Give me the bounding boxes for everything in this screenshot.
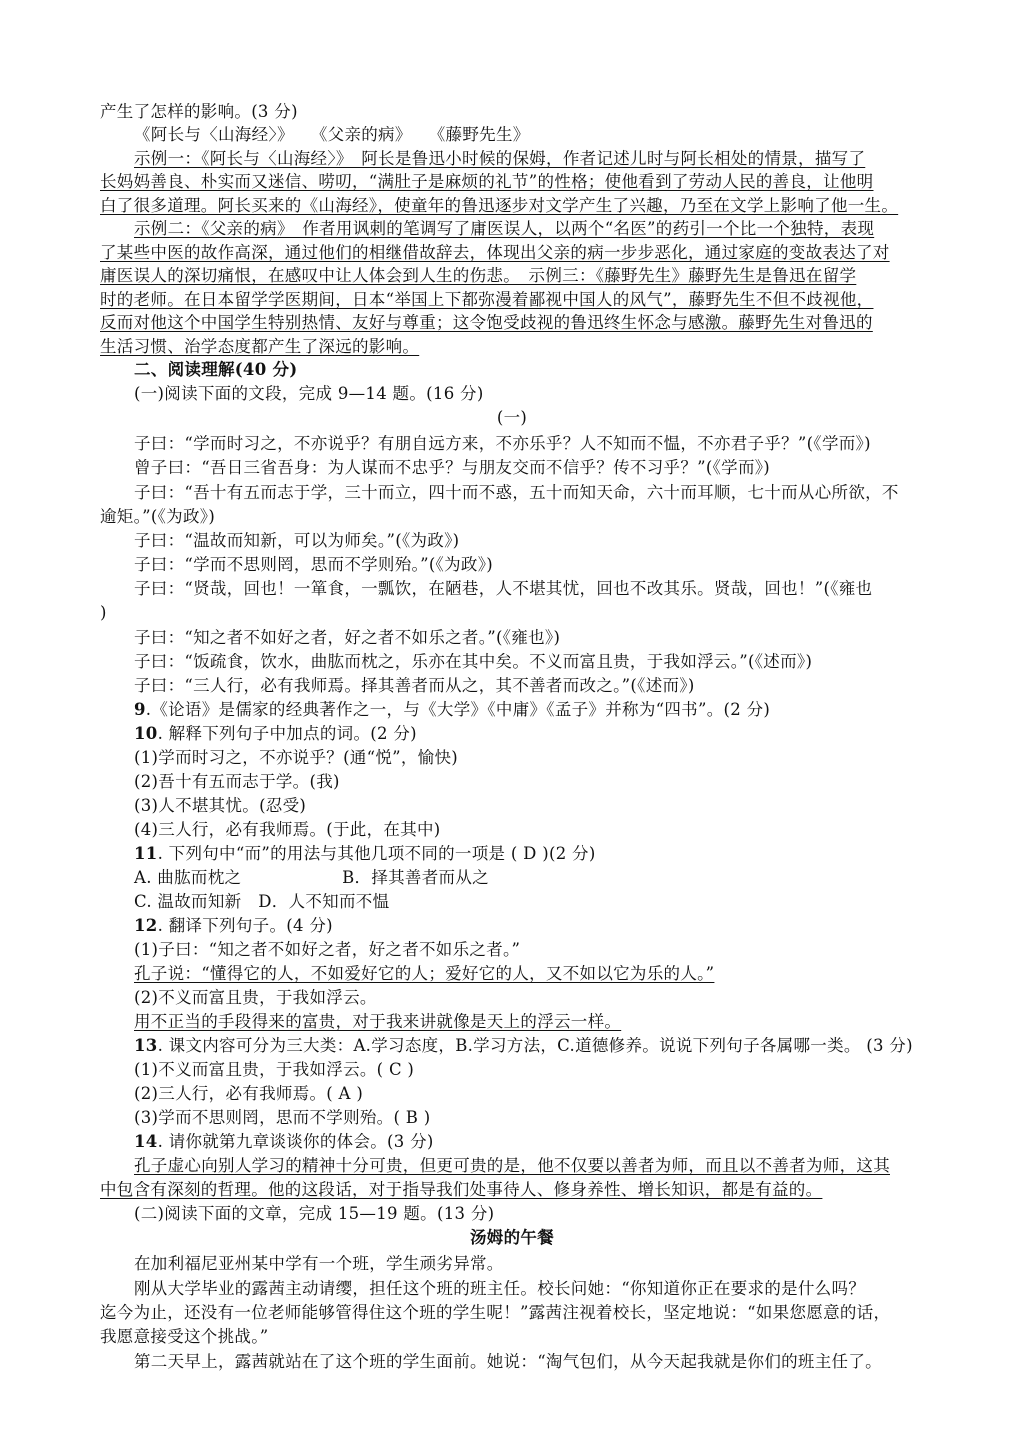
example1-line1: 示例一：《阿长与〈山海经〉》 阿长是鲁迅小时候的保姆，作者记述儿时与阿长相处的情景，描写了 bbox=[134, 149, 866, 168]
question-text: . 课文内容可分为三大类：A.学习态度，B.学习方法，C.道德修养。说说下列句子各属哪一类。 (3 分) bbox=[157, 1036, 913, 1055]
question-13 bbox=[134, 1034, 964, 1058]
quote-3-line2: 逾矩。”(《为政》) bbox=[100, 507, 216, 526]
question-14 bbox=[134, 1130, 964, 1154]
question-9 bbox=[134, 698, 964, 722]
q12-item-1: (1)子曰：“知之者不如好之者，好之者不如乐之者。” bbox=[134, 940, 521, 959]
example1-line3: 白了很多道理。阿长买来的《山海经》，使童年的鲁迅逐步对文学产生了兴趣，乃至在文学上影响了他一生。 bbox=[100, 196, 899, 215]
answer-intro: 产生了怎样的影响。(3 分) bbox=[100, 102, 298, 121]
q13-item-1: (1)不义而富且贵，于我如浮云。( C ) bbox=[134, 1060, 415, 1079]
q12-item-2: (2)不义而富且贵，于我如浮云。 bbox=[134, 988, 377, 1007]
example2-line2: 了某些中医的故作高深，通过他们的相继借故辞去，体现出父亲的病一步步恶化，通过家庭的变故表达了对 bbox=[100, 243, 890, 262]
quote-6-line2: ) bbox=[100, 603, 107, 622]
q10-item-2: (2)吾十有五而志于学。(我) bbox=[134, 772, 340, 791]
quote-7: 子曰：“知之者不如好之者，好之者不如乐之者。”(《雍也》) bbox=[134, 628, 561, 647]
question-number: 12 bbox=[134, 916, 158, 935]
q13-item-3: (3)学而不思则罔，思而不学则殆。( B ) bbox=[134, 1108, 431, 1127]
question-11 bbox=[134, 842, 964, 866]
article-p2-line1: 刚从大学毕业的露茜主动请缨，担任这个班的班主任。校长问她：“你知道你正在要求的是什么吗？ bbox=[134, 1279, 866, 1298]
article-p1: 在加利福尼亚州某中学有一个班，学生顽劣异常。 bbox=[134, 1254, 504, 1273]
question-10 bbox=[134, 722, 964, 746]
quote-4: 子曰：“温故而知新，可以为师矣。”(《为政》) bbox=[134, 531, 460, 550]
example3-line3: 生活习惯、治学态度都产生了深远的影响。 bbox=[100, 337, 420, 356]
q11-options-ab: A. 曲肱而枕之 B．择其善者而从之 bbox=[134, 868, 489, 887]
question-text: . 请你就第九章谈谈你的体会。(3 分) bbox=[157, 1132, 434, 1151]
question-number: 14 bbox=[134, 1132, 158, 1151]
question-number: 11 bbox=[134, 844, 158, 863]
article-p2-line2: 迄今为止，还没有一位老师能够管得住这个班的学生呢！”露茜注视着校长，坚定地说：“如果您愿意的话， bbox=[100, 1303, 891, 1322]
quote-6-line1: 子曰：“贤哉，回也！一箪食，一瓢饮，在陋巷，人不堪其忧，回也不改其乐。贤哉，回也！”(《雍也 bbox=[134, 579, 873, 598]
example1-line2: 长妈妈善良、朴实而又迷信、唠叨，“满肚子是麻烦的礼节”的性格；使他看到了劳动人民的善良，让他明 bbox=[100, 172, 874, 191]
example2-line3: 庸医误人的深切痛恨，在感叹中让人体会到人生的伤悲。 示例三：《藤野先生》藤野先生是鲁迅在留学 bbox=[100, 266, 857, 285]
article-p2-line3: 我愿意接受这个挑战。” bbox=[100, 1327, 269, 1346]
q11-options-cd: C. 温故而知新 D．人不知而不愠 bbox=[134, 892, 390, 911]
example3-line1: 时的老师。在日本留学学医期间，日本“举国上下都弥漫着鄙视中国人的风气”，藤野先生不但不歧视他， bbox=[100, 290, 874, 309]
question-text: . 翻译下列句子。(4 分) bbox=[157, 916, 333, 935]
example3-line2: 反而对他这个中国学生特别热情、友好与尊重；这令饱受歧视的鲁迅终生怀念与感激。藤野先生对鲁迅的 bbox=[100, 313, 873, 332]
q10-item-4: (4)三人行，必有我师焉。(于此，在其中) bbox=[134, 820, 441, 839]
q10-item-1: (1)学而时习之，不亦说乎？(通“悦”，愉快) bbox=[134, 748, 459, 767]
part2-intro: (二)阅读下面的文章，完成 15—19 题。(13 分) bbox=[134, 1204, 495, 1223]
quote-8: 子曰：“饭疏食，饮水，曲肱而枕之，乐亦在其中矣。不义而富且贵，于我如浮云。”(《述而》) bbox=[134, 652, 813, 671]
quote-5: 子曰：“学而不思则罔，思而不学则殆。”(《为政》) bbox=[134, 555, 493, 574]
part1-title: (一) bbox=[496, 408, 528, 427]
section-heading: 二、阅读理解(40 分) bbox=[134, 360, 298, 379]
article-title: 汤姆的午餐 bbox=[470, 1228, 554, 1247]
question-text: .《论语》是儒家的经典著作之一，与《大学》《中庸》《孟子》并称为“四书”。(2 分) bbox=[145, 700, 771, 719]
q14-answer-line1: 孔子虚心向别人学习的精神十分可贵，但更可贵的是，他不仅要以善者为师，而且以不善者为师，这其 bbox=[134, 1156, 890, 1175]
quote-1: 子曰：“学而时习之，不亦说乎？有朋自远方来，不亦乐乎？人不知而不愠，不亦君子乎？”(《学而》) bbox=[134, 434, 871, 453]
quote-3-line1: 子曰：“吾十有五而志于学，三十而立，四十而不惑，五十而知天命，六十而耳顺，七十而从心所欲，不 bbox=[134, 483, 899, 502]
question-number: 9 bbox=[134, 700, 146, 719]
question-number: 13 bbox=[134, 1036, 158, 1055]
q12-answer-1: 孔子说：“懂得它的人，不如爱好它的人；爱好它的人，又不如以它为乐的人。” bbox=[134, 964, 715, 983]
q13-item-2: (2)三人行，必有我师焉。( A ) bbox=[134, 1084, 364, 1103]
question-number: 10 bbox=[134, 724, 158, 743]
q12-answer-2: 用不正当的手段得来的富贵，对于我来讲就像是天上的浮云一样。 bbox=[134, 1012, 622, 1031]
example2-line1: 示例二：《父亲的病》 作者用讽刺的笔调写了庸医误人，以两个“名医”的药引一个比一个独特，表现 bbox=[134, 219, 875, 238]
question-text: . 解释下列句子中加点的词。(2 分) bbox=[157, 724, 417, 743]
quote-9: 子曰：“三人行，必有我师焉。择其善者而从之，其不善者而改之。”(《述而》) bbox=[134, 676, 695, 695]
q14-answer-line2: 中包含有深刻的哲理。他的这段话，对于指导我们处事待人、修身养性、增长知识，都是有益的。 bbox=[100, 1180, 823, 1199]
article-p3: 第二天早上，露茜就站在了这个班的学生面前。她说：“淘气包们，从今天起我就是你们的班主任了。 bbox=[134, 1352, 882, 1371]
work-titles: 《阿长与〈山海经〉》 《父亲的病》 《藤野先生》 bbox=[134, 125, 530, 144]
question-12 bbox=[134, 914, 964, 938]
part1-intro: (一)阅读下面的文段，完成 9—14 题。(16 分) bbox=[134, 384, 484, 403]
question-text: . 下列句中“而”的用法与其他几项不同的一项是 ( D )(2 分) bbox=[157, 844, 596, 863]
quote-2: 曾子曰：“吾日三省吾身：为人谋而不忠乎？与朋友交而不信乎？传不习乎？”(《学而》) bbox=[134, 458, 771, 477]
q10-item-3: (3)人不堪其忧。(忍受) bbox=[134, 796, 307, 815]
